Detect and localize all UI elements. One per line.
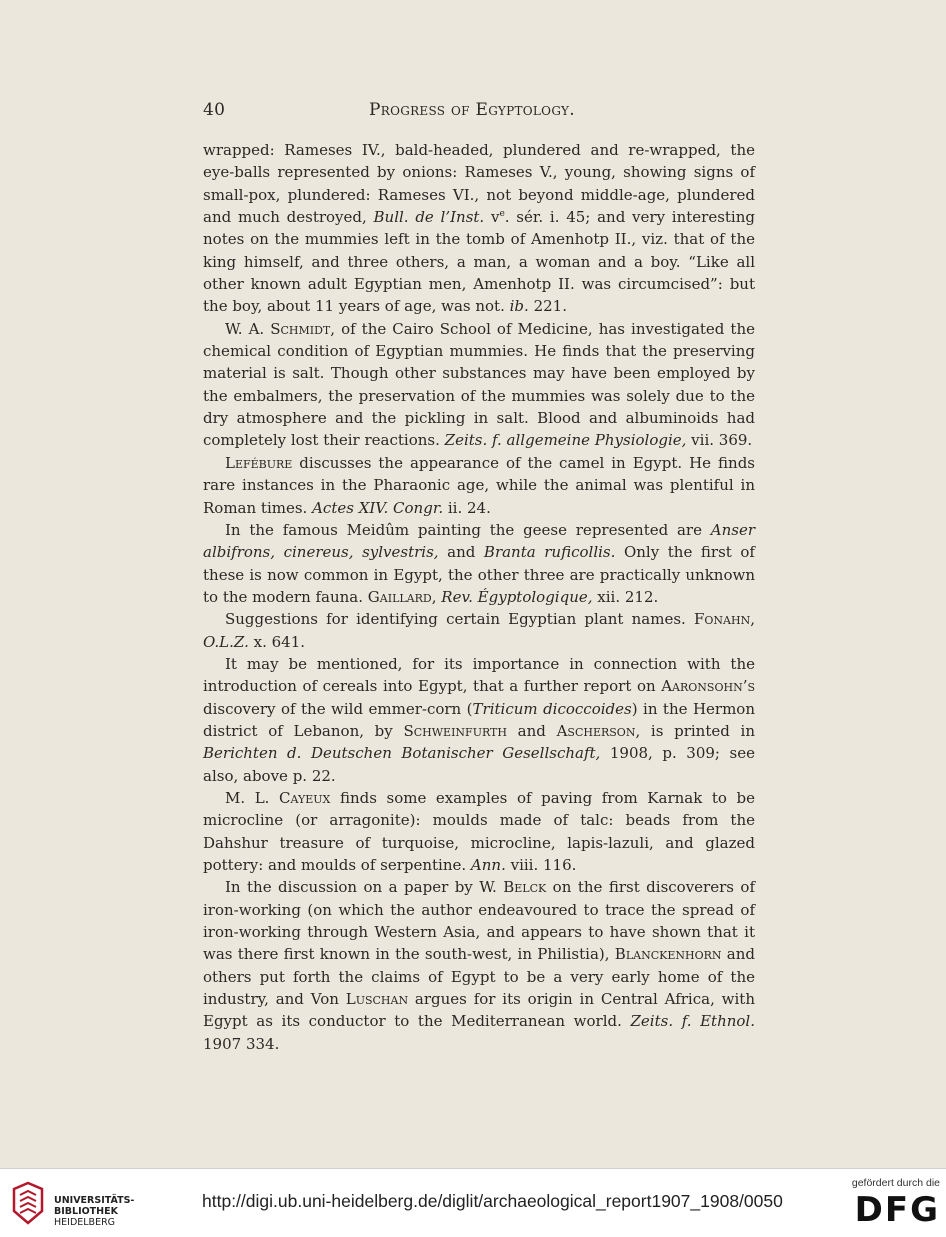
- small-caps-run: Cayeux: [279, 788, 331, 807]
- running-title: Progress of Egyptology.: [369, 100, 575, 120]
- text-run: and others put forth the claims of Egypt to be a very early home of the industry, and Von: [203, 945, 755, 1009]
- text-run: M. L.: [225, 788, 280, 807]
- text-run: finds some examples of paving from Karnak to be microcline (or arragonite): moulds made of talc: beads from the Dahshur treasure of turquoise, microcline, lapis-lazuli, and glazed pottery: and moulds of serpentine.: [203, 788, 755, 874]
- university-library-logo-icon: [10, 1181, 46, 1225]
- library-name-line: UNIVERSITÄTS-: [54, 1195, 135, 1206]
- funder-caption: gefördert durch die: [851, 1177, 940, 1189]
- text-run: In the discussion on a paper by W.: [225, 878, 504, 897]
- paragraph: [203, 653, 755, 787]
- italic-run: O.L.Z.: [203, 632, 249, 651]
- text-run: and: [438, 543, 484, 562]
- text-run: viii. 116.: [505, 856, 577, 874]
- text-run: , of the Cairo School of Medicine, has investigated the chemical condition of Egyptian mummies. He finds that the preserving material is salt. Though other substances may have been employed by the embalmers, the preservation of the mummies was solely due to the dry atmosphere and the pickling in salt. Blood and albuminoids had completely lost their reactions.: [203, 319, 755, 450]
- paragraph: [203, 519, 755, 608]
- italic-run: Triticum dicoccoides: [472, 699, 632, 718]
- text-run: ,: [750, 610, 755, 629]
- italic-run: Zeits. f. Ethnol.: [630, 1012, 755, 1031]
- text-run: ii. 24.: [443, 498, 491, 517]
- library-name-line: HEIDELBERG: [54, 1217, 116, 1228]
- small-caps-run: Luschan: [345, 990, 409, 1009]
- small-caps-run: Gaillard: [367, 587, 432, 606]
- paragraph: [203, 608, 755, 653]
- text-run: It may be mentioned, for its importance in connection with the introduction of cereals into Egypt, that a further report on: [203, 654, 755, 696]
- text-run: 1908, p. 309; see also, above p. 22.: [203, 744, 755, 785]
- italic-run: Anser albifrons, cinereus, sylvestris,: [203, 520, 755, 562]
- paragraph: [203, 787, 755, 876]
- small-caps-run: Fonahn: [694, 610, 751, 629]
- text-run: xii. 212.: [592, 587, 659, 606]
- library-name-line: BIBLIOTHEK: [54, 1206, 118, 1217]
- text-run: . sér. i. 45; and very interesting notes on the mummies left in the tomb of Amenhotp II., viz. that of the king himself, and three others, a man, a woman and a boy. “Like all other known adult Egyptian men, Amenhotp II. was circumcised”: but the boy, about 11 years of age, was not.: [203, 208, 755, 316]
- text-run: and: [506, 721, 557, 740]
- italic-run: Ann.: [470, 856, 506, 874]
- italic-run: Bull. de l’Inst.: [373, 208, 485, 227]
- text-run: discusses the appearance of the camel in Egypt. He finds rare instances in the Pharaonic age, while the animal was plentiful in Roman times.: [203, 453, 755, 517]
- text-run: ) in the Hermon district of Lebanon, by: [203, 699, 755, 740]
- small-caps-run: Ascherson: [556, 721, 636, 740]
- paragraph: [203, 452, 755, 519]
- paragraph: [203, 318, 755, 452]
- body-text: [203, 139, 755, 1053]
- university-library-logo[interactable]: [10, 1179, 150, 1227]
- small-caps-run: Schweinfurth: [403, 721, 507, 740]
- text-run: v: [484, 208, 500, 227]
- text-run: argues for its origin in Central Africa, with Egypt as its conductor to the Mediterranean world.: [203, 990, 755, 1031]
- library-name: [54, 1195, 134, 1228]
- viewer-footer: [0, 1168, 946, 1237]
- italic-run: Rev. Égyptologique,: [441, 587, 593, 606]
- text-run: Only the first of these is now common in Egypt, the other three are practically unknown to the modern fauna.: [203, 543, 755, 606]
- text-run: discovery of the wild emmer-corn (: [203, 699, 473, 718]
- text-run: ,: [431, 587, 442, 606]
- text-run: on the first discoverers of iron-working (on which the author endeavoured to trace the spread of iron-working through Western Asia, and appears to have shown that it was there first known in the south-west, in Philistia),: [203, 878, 755, 964]
- text-run: , is printed in: [635, 721, 755, 740]
- small-caps-run: Blanckenhorn: [614, 945, 722, 964]
- small-caps-run: Belck: [503, 878, 547, 897]
- small-caps-run: Lefébure: [225, 453, 293, 472]
- dfg-logo[interactable]: [836, 1177, 940, 1231]
- page-number: 40: [203, 100, 226, 120]
- text-run: W. A.: [225, 319, 271, 338]
- page-header: [203, 100, 755, 124]
- text-run: 221.: [528, 297, 567, 316]
- text-run: In the famous Meidûm painting the geese represented are: [225, 520, 711, 539]
- italic-run: Actes XIV. Congr.: [312, 498, 444, 517]
- text-run: vii. 369.: [686, 431, 753, 450]
- text-run: 1907 334.: [203, 1034, 280, 1053]
- italic-run: Berichten d. Deutschen Botanischer Gesellschaft,: [203, 744, 601, 763]
- dfg-logo-text: DFG: [854, 1190, 940, 1230]
- text-run: x. 641.: [248, 632, 306, 651]
- permalink-url[interactable]: http://digi.ub.uni-heidelberg.de/diglit/archaeological_report1907_1908/0050: [202, 1191, 783, 1211]
- italic-run: Branta ruficollis.: [483, 543, 616, 562]
- small-caps-run: Schmidt: [270, 319, 331, 338]
- paragraph: [203, 139, 755, 318]
- italic-run: Zeits. f. allgemeine Physiologie,: [444, 431, 687, 450]
- text-run: Suggestions for identifying certain Egyptian plant names.: [225, 610, 694, 629]
- text-run: wrapped: Rameses IV., bald-headed, plundered and re-wrapped, the eye-balls represented by onions: Rameses V., young, showing signs of small-pox, plundered: Rameses VI., not beyond middle-age, plundered and much destroyed,: [203, 141, 755, 227]
- paragraph: [203, 876, 755, 1055]
- italic-run: ib.: [509, 297, 529, 316]
- small-caps-run: Aaronsohn’s: [661, 677, 755, 696]
- superscript-run: e: [499, 209, 505, 220]
